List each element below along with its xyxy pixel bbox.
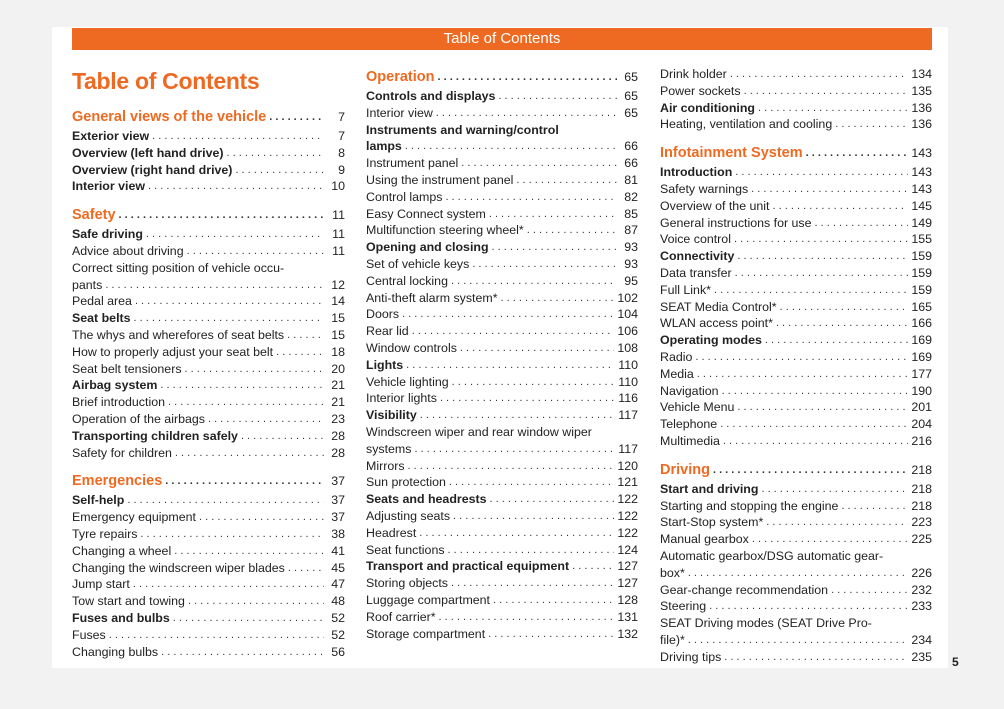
toc-column-3 xyxy=(660,66,932,666)
toc-entry[interactable]: Driving tips . . . 235 xyxy=(660,649,932,666)
toc-entry[interactable]: Vehicle lighting . . . 110 xyxy=(366,374,638,391)
toc-entry[interactable]: Heating, ventilation and cooling . . . 136 xyxy=(660,116,932,133)
toc-entry[interactable]: Tyre repairs . . . 38 xyxy=(72,526,345,543)
toc-entry[interactable]: Safety for children . . . 28 xyxy=(72,445,345,462)
header-banner: Table of Contents xyxy=(72,28,932,50)
toc-entry[interactable]: Central locking . . . 95 xyxy=(366,273,638,290)
toc-entry[interactable]: Operation of the airbags . . . 23 xyxy=(72,411,345,428)
toc-column-1 xyxy=(72,106,345,660)
toc-entry[interactable]: Luggage compartment . . . 128 xyxy=(366,592,638,609)
toc-section[interactable]: Air conditioning . . . 136 xyxy=(660,100,932,117)
toc-section[interactable]: Overview (left hand drive) . . . 8 xyxy=(72,145,345,162)
toc-entry[interactable]: Doors . . . 104 xyxy=(366,306,638,323)
toc-entry[interactable]: The whys and wherefores of seat belts . . . 15 xyxy=(72,327,345,344)
toc-chapter[interactable]: Emergencies . . . 37 xyxy=(72,470,345,492)
page-title: Table of Contents xyxy=(72,68,260,94)
toc-entry[interactable]: Changing a wheel . . . 41 xyxy=(72,543,345,560)
toc-entry[interactable]: Changing bulbs . . . 56 xyxy=(72,644,345,661)
toc-entry[interactable]: Mirrors . . . 120 xyxy=(366,458,638,475)
toc-entry[interactable]: Pedal area . . . 14 xyxy=(72,293,345,310)
toc-entry[interactable]: Rear lid . . . 106 xyxy=(366,323,638,340)
toc-section[interactable]: Exterior view . . . 7 xyxy=(72,128,345,145)
toc-entry[interactable]: Manual gearbox . . . 225 xyxy=(660,531,932,548)
toc-section[interactable]: Seat belts . . . 15 xyxy=(72,310,345,327)
toc-entry[interactable]: Radio . . . 169 xyxy=(660,349,932,366)
toc-entry[interactable]: Safety warnings . . . 143 xyxy=(660,181,932,198)
toc-entry[interactable]: Full Link* . . . 159 xyxy=(660,282,932,299)
toc-section[interactable]: Connectivity . . . 159 xyxy=(660,248,932,265)
toc-section[interactable]: Opening and closing . . . 93 xyxy=(366,239,638,256)
toc-chapter[interactable]: Driving . . . 218 xyxy=(660,459,932,481)
toc-entry[interactable]: Power sockets . . . 135 xyxy=(660,83,932,100)
toc-entry[interactable]: Multifunction steering wheel* . . . 87 xyxy=(366,222,638,239)
toc-chapter[interactable]: Infotainment System . . . 143 xyxy=(660,142,932,164)
toc-section[interactable]: Seats and headrests . . . 122 xyxy=(366,491,638,508)
toc-column-2 xyxy=(366,66,638,642)
page-number: 5 xyxy=(952,655,959,669)
toc-entry[interactable]: SEAT Media Control* . . . 165 xyxy=(660,299,932,316)
toc-chapter[interactable]: Safety . . . 11 xyxy=(72,204,345,226)
toc-entry[interactable]: pants . . . 12 xyxy=(72,277,345,294)
toc-entry-line[interactable]: Automatic gearbox/DSG automatic gear- xyxy=(660,548,884,563)
toc-entry[interactable]: Media . . . 177 xyxy=(660,366,932,383)
toc-section[interactable]: Overview (right hand drive) . . . 9 xyxy=(72,162,345,179)
toc-entry[interactable]: Interior lights . . . 116 xyxy=(366,390,638,407)
toc-entry[interactable]: file)* . . . 234 xyxy=(660,632,932,649)
toc-entry[interactable]: Headrest . . . 122 xyxy=(366,525,638,542)
toc-section[interactable]: Safe driving . . . 11 xyxy=(72,226,345,243)
toc-section[interactable]: Self-help . . . 37 xyxy=(72,492,345,509)
toc-section[interactable]: Introduction . . . 143 xyxy=(660,164,932,181)
toc-entry[interactable]: Window controls . . . 108 xyxy=(366,340,638,357)
toc-section[interactable]: Transport and practical equipment . . . 127 xyxy=(366,558,638,575)
toc-entry[interactable]: Telephone . . . 204 xyxy=(660,416,932,433)
toc-entry-line[interactable]: SEAT Driving modes (SEAT Drive Pro- xyxy=(660,616,872,631)
toc-entry[interactable]: Tow start and towing . . . 48 xyxy=(72,593,345,610)
toc-section[interactable]: Airbag system . . . 21 xyxy=(72,377,345,394)
toc-section[interactable]: Visibility . . . 117 xyxy=(366,407,638,424)
toc-entry[interactable]: Brief introduction . . . 21 xyxy=(72,394,345,411)
toc-section[interactable]: Fuses and bulbs . . . 52 xyxy=(72,610,345,627)
toc-entry[interactable]: Gear-change recommendation . . . 232 xyxy=(660,582,932,599)
toc-entry[interactable]: Vehicle Menu . . . 201 xyxy=(660,399,932,416)
toc-entry[interactable]: Adjusting seats . . . 122 xyxy=(366,508,638,525)
toc-section[interactable]: Start and driving . . . 218 xyxy=(660,481,932,498)
toc-section-line[interactable]: Instruments and warning/control xyxy=(366,122,559,137)
toc-entry[interactable]: Multimedia . . . 216 xyxy=(660,433,932,450)
toc-section[interactable]: Operating modes . . . 169 xyxy=(660,332,932,349)
toc-entry-line[interactable]: Correct sitting position of vehicle occu- xyxy=(72,260,285,275)
toc-entry[interactable]: Interior view . . . 65 xyxy=(366,105,638,122)
toc-entry[interactable]: Emergency equipment . . . 37 xyxy=(72,509,345,526)
toc-entry[interactable]: Advice about driving . . . 11 xyxy=(72,243,345,260)
toc-entry[interactable]: WLAN access point* . . . 166 xyxy=(660,315,932,332)
toc-section[interactable]: Transporting children safely . . . 28 xyxy=(72,428,345,445)
toc-entry[interactable]: Easy Connect system . . . 85 xyxy=(366,206,638,223)
toc-entry[interactable]: How to properly adjust your seat belt . . . 18 xyxy=(72,344,345,361)
toc-chapter[interactable]: Operation . . . 65 xyxy=(366,66,638,88)
toc-entry[interactable]: Start-Stop system* . . . 223 xyxy=(660,514,932,531)
toc-entry[interactable]: Roof carrier* . . . 131 xyxy=(366,609,638,626)
toc-entry[interactable]: Steering . . . 233 xyxy=(660,598,932,615)
toc-section[interactable]: Lights . . . 110 xyxy=(366,357,638,374)
toc-section[interactable]: Controls and displays . . . 65 xyxy=(366,88,638,105)
toc-section[interactable]: Interior view . . . 10 xyxy=(72,178,345,195)
toc-entry[interactable]: Using the instrument panel . . . 81 xyxy=(366,172,638,189)
toc-entry[interactable]: Navigation . . . 190 xyxy=(660,383,932,400)
toc-entry[interactable]: Set of vehicle keys . . . 93 xyxy=(366,256,638,273)
toc-entry[interactable]: General instructions for use . . . 149 xyxy=(660,215,932,232)
toc-entry[interactable]: Fuses . . . 52 xyxy=(72,627,345,644)
toc-entry[interactable]: Sun protection . . . 121 xyxy=(366,474,638,491)
toc-entry[interactable]: Jump start . . . 47 xyxy=(72,576,345,593)
toc-entry[interactable]: box* . . . 226 xyxy=(660,565,932,582)
toc-entry[interactable]: Seat belt tensioners . . . 20 xyxy=(72,361,345,378)
toc-entry[interactable]: Instrument panel . . . 66 xyxy=(366,155,638,172)
toc-entry[interactable]: Control lamps . . . 82 xyxy=(366,189,638,206)
toc-entry[interactable]: Storing objects . . . 127 xyxy=(366,575,638,592)
toc-entry-line[interactable]: Windscreen wiper and rear window wiper xyxy=(366,424,592,439)
toc-entry[interactable]: Data transfer . . . 159 xyxy=(660,265,932,282)
toc-entry[interactable]: Drink holder . . . 134 xyxy=(660,66,932,83)
toc-entry[interactable]: Storage compartment . . . 132 xyxy=(366,626,638,643)
toc-section[interactable]: lamps . . . 66 xyxy=(366,138,638,155)
toc-entry[interactable]: Voice control . . . 155 xyxy=(660,231,932,248)
toc-entry[interactable]: systems . . . 117 xyxy=(366,441,638,458)
toc-entry[interactable]: Starting and stopping the engine . . . 218 xyxy=(660,498,932,515)
toc-entry[interactable]: Anti-theft alarm system* . . . 102 xyxy=(366,290,638,307)
toc-entry[interactable]: Changing the windscreen wiper blades . . . 45 xyxy=(72,560,345,577)
toc-chapter[interactable]: General views of the vehicle . . . 7 xyxy=(72,106,345,128)
toc-entry[interactable]: Overview of the unit . . . 145 xyxy=(660,198,932,215)
toc-entry[interactable]: Seat functions . . . 124 xyxy=(366,542,638,559)
